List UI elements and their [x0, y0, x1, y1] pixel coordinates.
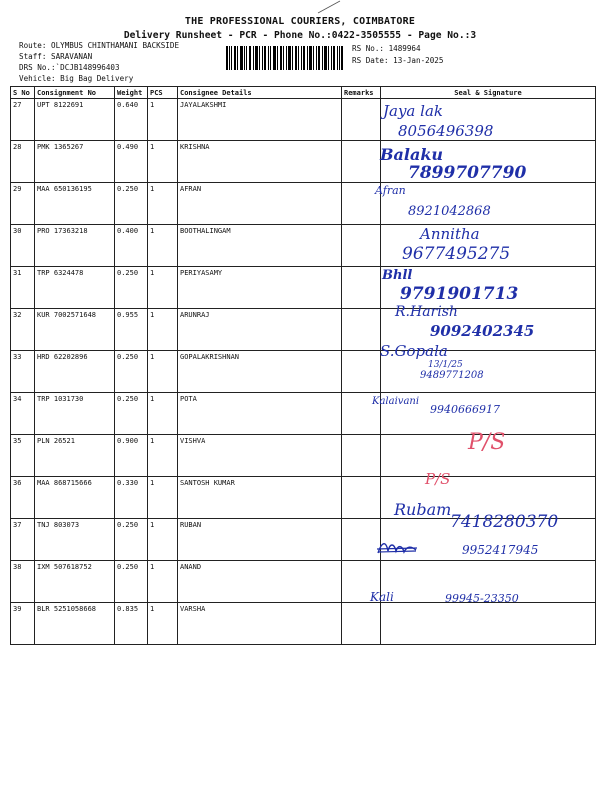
weight-cell: 0.250 — [115, 393, 148, 435]
consignee-cell: VARSHA — [178, 603, 342, 645]
sno-cell: 29 — [11, 183, 35, 225]
table-row — [11, 435, 596, 477]
vehicle-label: Vehicle: Big Bag Delivery — [19, 74, 134, 83]
runsheet-subtitle: Delivery Runsheet - PCR - Phone No.:0422-3505555 - Page No.:3 — [123, 30, 477, 41]
consignee-cell: GOPALAKRISHNAN — [178, 351, 342, 393]
weight-cell: 0.490 — [115, 141, 148, 183]
date-handwriting: 13/1/25 — [428, 360, 463, 370]
consignment-cell: TRP 1031730 — [35, 393, 115, 435]
table-row — [11, 351, 596, 393]
signature-handwriting: Kalaivani — [372, 396, 420, 407]
consignee-cell: POTA — [178, 393, 342, 435]
weight-cell: 0.250 — [115, 519, 148, 561]
company-title: THE PROFESSIONAL COURIERS, COIMBATORE — [184, 16, 416, 27]
phone-handwriting: 9940666917 — [430, 403, 500, 416]
phone-handwriting: 7899707790 — [408, 163, 527, 183]
pcs-cell: 1 — [148, 267, 178, 309]
consignment-cell: TRP 6324478 — [35, 267, 115, 309]
pcs-cell: 1 — [148, 519, 178, 561]
pcs-cell: 1 — [148, 603, 178, 645]
phone-handwriting: 9677495275 — [402, 244, 511, 264]
signature-handwriting: Bhll — [382, 268, 413, 283]
remarks-cell — [342, 141, 381, 183]
remarks-cell — [342, 309, 381, 351]
weight-cell: 0.955 — [115, 309, 148, 351]
ps-mark-handwriting: P/S — [468, 430, 506, 455]
table-header-row — [11, 87, 596, 99]
pcs-cell: 1 — [148, 435, 178, 477]
table-row — [11, 183, 596, 225]
signature-handwriting: R.Harish — [395, 304, 458, 320]
sno-cell: 33 — [11, 351, 35, 393]
col-signature: Seal & Signature — [381, 87, 596, 99]
weight-cell: 0.400 — [115, 225, 148, 267]
pcs-cell: 1 — [148, 351, 178, 393]
weight-cell: 0.900 — [115, 435, 148, 477]
sno-cell: 37 — [11, 519, 35, 561]
phone-handwriting: 99945-23350 — [445, 592, 519, 605]
weight-cell: 0.640 — [115, 99, 148, 141]
phone-handwriting: 8056496398 — [398, 122, 494, 140]
sno-cell: 30 — [11, 225, 35, 267]
remarks-cell — [342, 477, 381, 519]
col-remarks: Remarks — [342, 87, 381, 99]
sno-cell: 35 — [11, 435, 35, 477]
remarks-cell — [342, 267, 381, 309]
consignee-cell: KRISHNA — [178, 141, 342, 183]
signature-handwriting: Jaya lak — [383, 102, 443, 120]
weight-cell: 0.250 — [115, 267, 148, 309]
pen-scratch-mark — [310, 0, 350, 14]
table-row — [11, 99, 596, 141]
pcs-cell: 1 — [148, 183, 178, 225]
rs-number: RS No.: 1489964 — [352, 44, 421, 53]
consignee-cell: RUBAN — [178, 519, 342, 561]
consignment-cell: IXM 507618752 — [35, 561, 115, 603]
pcs-cell: 1 — [148, 309, 178, 351]
consignee-cell: AFRAN — [178, 183, 342, 225]
drs-number: DRS No.:`DCJB148996403 — [19, 63, 120, 72]
consignment-cell: HRD 62202896 — [35, 351, 115, 393]
col-consignee: Consignee Details — [178, 87, 342, 99]
remarks-cell — [342, 99, 381, 141]
signature-handwriting: Balaku — [380, 145, 444, 164]
weight-cell: 0.250 — [115, 183, 148, 225]
remarks-cell — [342, 519, 381, 561]
staff-label: Staff: SARAVANAN — [19, 52, 93, 61]
signature-handwriting: Kali — [370, 590, 394, 604]
pcs-cell: 1 — [148, 561, 178, 603]
consignee-cell: PERIYASAMY — [178, 267, 342, 309]
consignment-cell: PLN 26521 — [35, 435, 115, 477]
phone-handwriting: 9791901713 — [400, 284, 519, 304]
consignee-cell: VISHVA — [178, 435, 342, 477]
signature-handwriting: S.Gopala — [380, 342, 448, 360]
consignment-cell: KUR 7002571648 — [35, 309, 115, 351]
remarks-cell — [342, 351, 381, 393]
sno-cell: 31 — [11, 267, 35, 309]
consignment-cell: TNJ 803073 — [35, 519, 115, 561]
signature-handwriting: Annitha — [420, 225, 480, 243]
signature-handwriting: Afran — [375, 184, 406, 197]
phone-handwriting: 9489771208 — [420, 370, 484, 381]
pcs-cell: 1 — [148, 225, 178, 267]
table-row — [11, 393, 596, 435]
weight-cell: 0.835 — [115, 603, 148, 645]
phone-handwriting: 9952417945 — [462, 543, 539, 557]
signature-handwriting: Rubam — [394, 500, 452, 519]
remarks-cell — [342, 603, 381, 645]
pcs-cell: 1 — [148, 393, 178, 435]
weight-cell: 0.330 — [115, 477, 148, 519]
phone-handwriting: 8921042868 — [408, 204, 491, 219]
col-pcs: PCS — [148, 87, 178, 99]
consignee-cell: SANTOSH KUMAR — [178, 477, 342, 519]
col-sno: S No — [11, 87, 35, 99]
remarks-cell — [342, 435, 381, 477]
col-weight: Weight — [115, 87, 148, 99]
sno-cell: 36 — [11, 477, 35, 519]
col-consignment: Consignment No — [35, 87, 115, 99]
consignment-cell: PRO 17363218 — [35, 225, 115, 267]
consignee-cell: ANAND — [178, 561, 342, 603]
pcs-cell: 1 — [148, 141, 178, 183]
consignee-cell: ARUNRAJ — [178, 309, 342, 351]
rs-date: RS Date: 13-Jan-2025 — [352, 56, 444, 65]
consignee-cell: JAYALAKSHMI — [178, 99, 342, 141]
scribbled-signature-icon — [376, 537, 418, 559]
signature-cell — [381, 603, 596, 645]
weight-cell: 0.250 — [115, 561, 148, 603]
sno-cell: 27 — [11, 99, 35, 141]
table-row — [11, 603, 596, 645]
consignment-cell: MAA 868715666 — [35, 477, 115, 519]
pcs-cell: 1 — [148, 477, 178, 519]
phone-handwriting: 7418280370 — [450, 512, 559, 532]
sno-cell: 28 — [11, 141, 35, 183]
consignment-cell: MAA 650136195 — [35, 183, 115, 225]
pcs-cell: 1 — [148, 99, 178, 141]
phone-handwriting: 9092402345 — [430, 322, 535, 340]
consignee-cell: BOOTHALINGAM — [178, 225, 342, 267]
weight-cell: 0.250 — [115, 351, 148, 393]
sno-cell: 38 — [11, 561, 35, 603]
ps-mark-handwriting: P/S — [425, 470, 451, 488]
consignment-cell: UPT 8122691 — [35, 99, 115, 141]
sno-cell: 32 — [11, 309, 35, 351]
barcode — [226, 46, 343, 70]
route-label: Route: OLYMBUS CHINTHAMANI BACKSIDE — [19, 41, 180, 50]
consignment-cell: BLR 5251058668 — [35, 603, 115, 645]
consignment-cell: PMK 1365267 — [35, 141, 115, 183]
sno-cell: 39 — [11, 603, 35, 645]
remarks-cell — [342, 225, 381, 267]
sno-cell: 34 — [11, 393, 35, 435]
